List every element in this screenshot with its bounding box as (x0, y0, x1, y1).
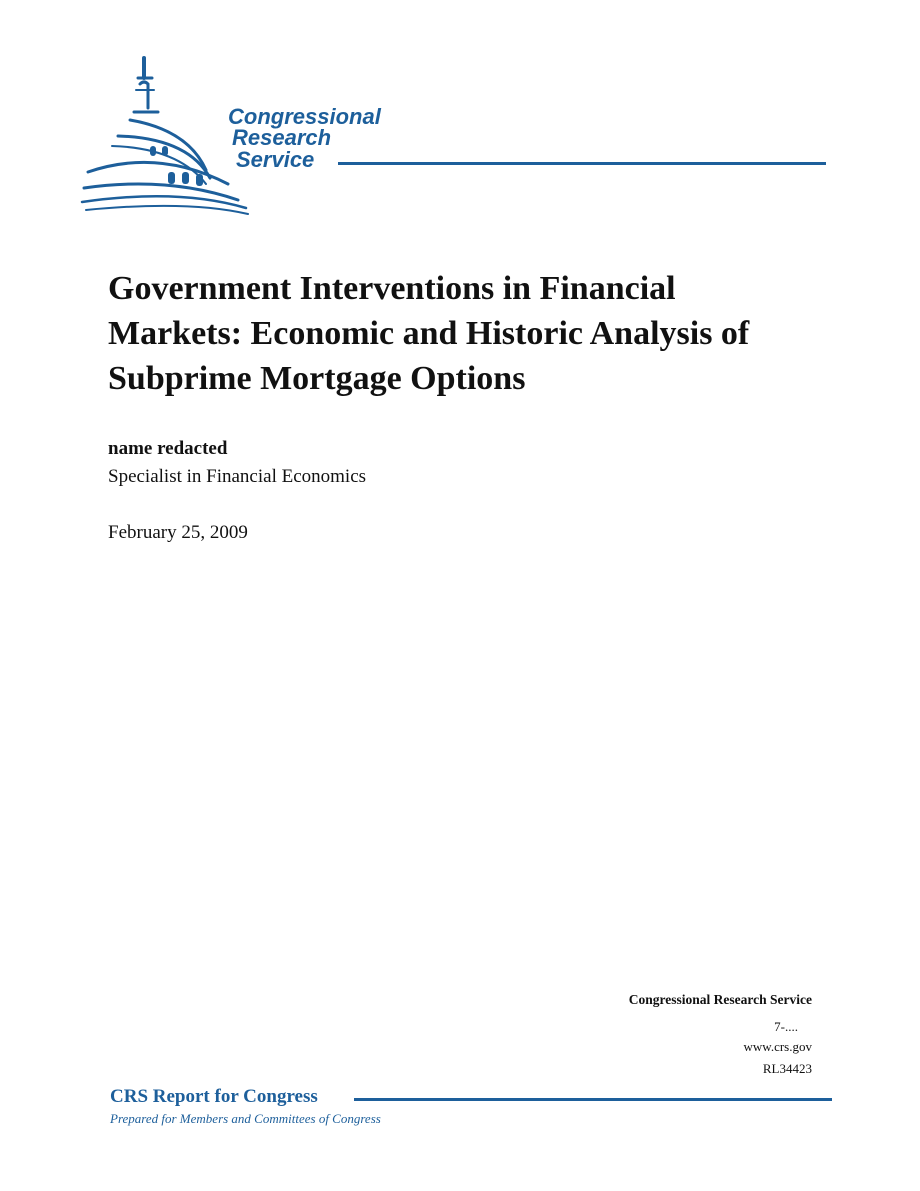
logo-rule (338, 162, 826, 165)
report-number: RL34423 (762, 1061, 812, 1076)
report-date: February 25, 2009 (108, 522, 248, 543)
capitol-dome-icon (78, 50, 838, 230)
report-rule (354, 1098, 832, 1101)
report-title: Government Interventions in Financial Markets: Economic and Historic Analysis of Subprime Mortgage Options (108, 270, 750, 397)
logo-text-congressional: Congressional (228, 104, 381, 129)
logo-text-service: Service (236, 147, 315, 172)
crs-website-link[interactable]: www.crs.gov (743, 1039, 812, 1054)
report-code: 7-.... (774, 1019, 798, 1034)
crs-org-name: Congressional Research Service (628, 992, 812, 1007)
crs-report-label: CRS Report for Congress (110, 1086, 318, 1107)
author-role: Specialist in Financial Economics (108, 466, 367, 487)
logo-text-research: Research (232, 125, 332, 150)
prepared-for-text: Prepared for Members and Committees of Congress (110, 1111, 381, 1126)
author-name: name redacted (108, 438, 228, 459)
